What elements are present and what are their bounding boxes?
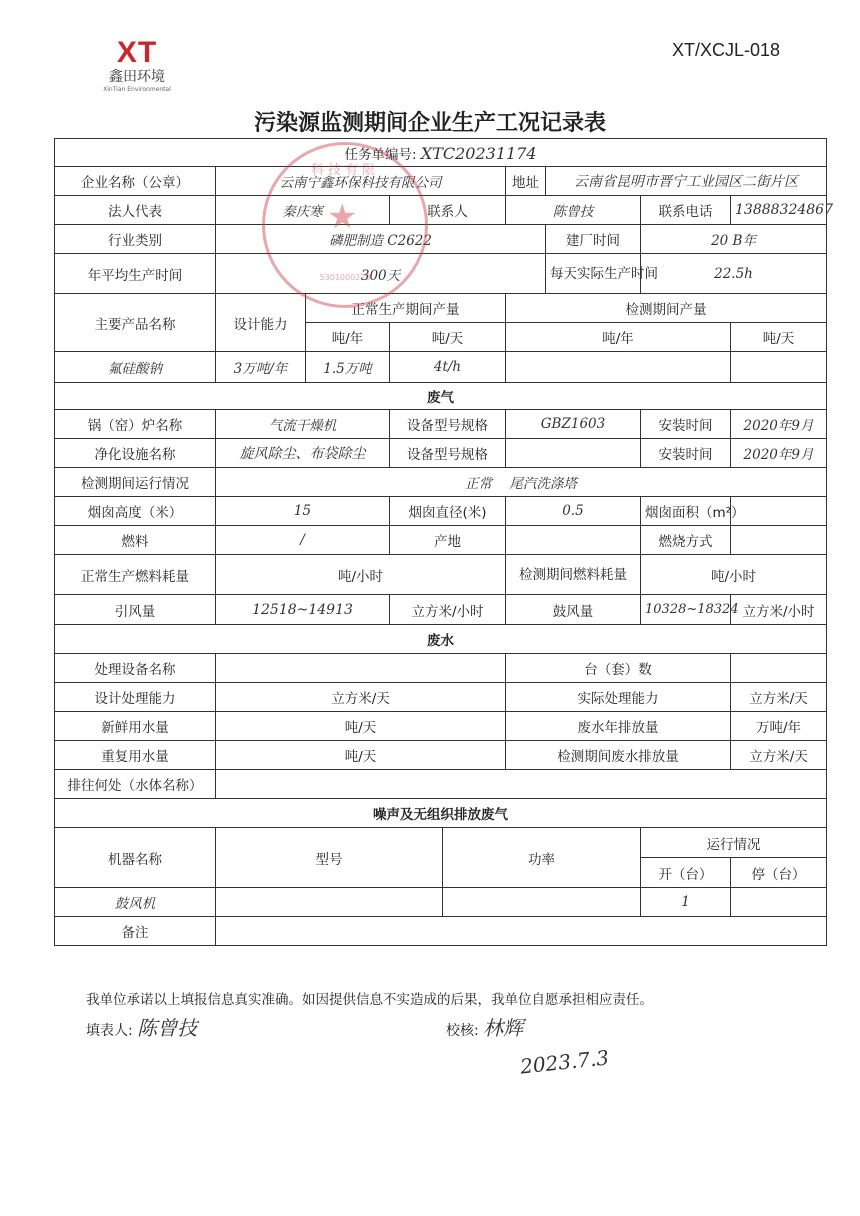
normal-t-year-label: 吨/年 [306,323,390,352]
row-machine-header-1 [55,828,827,858]
seal-text: 科技有限 [310,163,379,178]
purify-install-label: 安装时间 [641,439,731,468]
filler-label: 填表人: [86,1023,133,1039]
off-units-value [731,888,827,917]
normal-year-value: 1.5万吨 [306,352,390,383]
monitor-t-day-label: 吨/天 [731,323,827,352]
noise-section: 噪声及无组织排放废气 [55,799,827,828]
purify-model-label: 设备型号规格 [390,439,506,468]
row-legal [55,196,827,225]
row-machine-values [55,888,827,917]
chimney-height-value: 15 [216,497,390,526]
row-reuse-water [55,741,827,770]
off-units-label: 停（台） [731,858,827,888]
row-chimney [55,497,827,526]
burn-mode-value [731,526,827,555]
industry-label: 行业类别 [55,225,216,254]
induced-air-label: 引风量 [55,595,216,625]
address-value: 云南省昆明市晋宁工业园区二街片区 [546,167,827,196]
run-status-label: 运行情况 [641,828,827,858]
industry-value: 磷肥制造 C2622 [216,225,546,254]
build-time-value: 20 B年 [641,225,827,254]
blast-air-label: 鼓风量 [506,595,641,625]
treat-equip-label: 处理设备名称 [55,654,216,683]
task-no-value: XTC20231174 [420,143,537,163]
waste-gas-section: 废气 [55,383,827,410]
logo-company-cn: 鑫田环境 [109,69,165,85]
legal-rep-value: 秦庆寒 [216,196,390,225]
design-capacity-value: 3万吨/年 [216,352,306,383]
annual-discharge-label: 废水年排放量 [506,712,731,741]
burn-mode-label: 燃烧方式 [641,526,731,555]
row-fresh-water [55,712,827,741]
row-discharge-to [55,770,827,799]
origin-value [506,526,641,555]
row-fuel [55,526,827,555]
row-waste-water-section [55,625,827,654]
annual-days-label: 年平均生产时间 [55,254,216,294]
waste-water-section: 废水 [55,625,827,654]
row-production-time [55,254,827,294]
sets-value [731,654,827,683]
fuel-label: 燃料 [55,526,216,555]
purify-install-value: 2020年9月 [731,439,827,468]
fresh-water-unit: 吨/天 [216,712,506,741]
boiler-install-label: 安装时间 [641,410,731,439]
pledge-statement: 我单位承诺以上填报信息真实准确。如因提供信息不实造成的后果，我单位自愿承担相应责任。 [86,992,653,1008]
monitor-day-value [731,352,827,383]
machine-power-value [443,888,641,917]
filler-signature: 陈曾技 [137,1016,198,1040]
design-treat-unit: 立方米/天 [216,683,506,712]
seal-number: 5301000223 [319,273,371,282]
boiler-install-value: 2020年9月 [731,410,827,439]
checker-signature: 林辉 [483,1016,524,1040]
treat-equip-value [216,654,506,683]
boiler-model-value: GBZ1603 [506,410,641,439]
row-noise-section [55,799,827,828]
induced-air-unit: 立方米/小时 [390,595,506,625]
actual-treat-label: 实际处理能力 [506,683,731,712]
row-fuel-consumption [55,555,827,595]
machine-name-value: 鼓风机 [55,888,216,917]
form-title: 污染源监测期间企业生产工况记录表 [253,111,606,136]
origin-label: 产地 [390,526,506,555]
contact-label: 联系人 [390,196,506,225]
fuel-value: / [216,526,390,555]
design-capacity-label: 设计能力 [216,294,306,352]
sign-date: 2023.7.3 [518,1045,611,1079]
power-label: 功率 [443,828,641,888]
seal-star-icon: ★ [327,197,358,237]
monitor-discharge-unit: 立方米/天 [731,741,827,770]
build-time-label: 建厂时间 [546,225,641,254]
row-remarks [55,917,827,946]
discharge-to-value [216,770,827,799]
purify-name-label: 净化设施名称 [55,439,216,468]
monitor-fuel-unit: 吨/小时 [641,555,827,595]
annual-discharge-unit: 万吨/年 [731,712,827,741]
boiler-name-value: 气流干燥机 [216,410,390,439]
monitor-year-value [506,352,731,383]
monitor-output-label: 检测期间产量 [506,294,827,323]
purify-name-value: 旋风除尘、布袋除尘 [216,439,390,468]
monitor-t-year-label: 吨/年 [506,323,731,352]
row-waste-gas-section [55,383,827,410]
remarks-label: 备注 [55,917,216,946]
phone-label: 联系电话 [641,196,731,225]
row-purify [55,439,827,468]
contact-value: 陈曾技 [506,196,641,225]
operation-label: 检测期间运行情况 [55,468,216,497]
legal-rep-label: 法人代表 [55,196,216,225]
row-boiler [55,410,827,439]
blast-air-value: 10328~18324 [641,595,731,625]
normal-t-day-label: 吨/天 [390,323,506,352]
task-no-cell [55,139,827,167]
logo-mark: XT [116,36,158,69]
row-air-volume [55,595,827,625]
company-logo [92,38,182,94]
induced-air-value: 12518~14913 [216,595,390,625]
discharge-to-label: 排往何处（水体名称） [55,770,216,799]
sets-label: 台（套）数 [506,654,731,683]
monitor-fuel-label: 检测期间燃料耗量 [506,555,641,595]
fresh-water-label: 新鲜用水量 [55,712,216,741]
chimney-height-label: 烟囱高度（米） [55,497,216,526]
logo-company-en: XinTian Environmental [103,86,171,93]
design-treat-label: 设计处理能力 [55,683,216,712]
monitor-discharge-label: 检测期间废水排放量 [506,741,731,770]
row-company [55,167,827,196]
on-units-label: 开（台） [641,858,731,888]
company-name-label: 企业名称（公章） [55,167,216,196]
reuse-water-unit: 吨/天 [216,741,506,770]
machine-name-label: 机器名称 [55,828,216,888]
normal-output-label: 正常生产期间产量 [306,294,506,323]
checker-label: 校核: [446,1023,479,1039]
annual-days-value: 300天 [216,254,546,294]
boiler-name-label: 锅（窑）炉名称 [55,410,216,439]
checker-row [446,1012,523,1041]
chimney-dia-value: 0.5 [506,497,641,526]
model-label: 型号 [216,828,443,888]
normal-day-value: 4t/h [390,352,506,383]
row-treat-equip [55,654,827,683]
daily-hours-label: 每天实际生产时间 [546,254,641,294]
blast-air-unit: 立方米/小时 [731,595,827,625]
row-product-header-1 [55,294,827,323]
task-no-label: 任务单编号: [344,146,417,163]
company-name-value: 云南宁鑫环保科技有限公司 [216,167,506,196]
chimney-dia-label: 烟囱直径(米) [390,497,506,526]
boiler-model-label: 设备型号规格 [390,410,506,439]
operation-value: 正常 尾汽洗涤塔 [216,468,827,497]
main-product-label: 主要产品名称 [55,294,216,352]
normal-fuel-unit: 吨/小时 [216,555,506,595]
phone-value: 13888324867 [731,196,827,225]
machine-model-value [216,888,443,917]
row-operation [55,468,827,497]
daily-hours-value: 22.5h [641,254,827,294]
address-label: 地址 [506,167,546,196]
actual-treat-unit: 立方米/天 [731,683,827,712]
row-treat-capacity [55,683,827,712]
row-industry [55,225,827,254]
row-task-no [55,139,827,167]
on-units-value: 1 [641,888,731,917]
chimney-area-label: 烟囱面积（m²） [641,497,731,526]
record-form-table [54,138,833,946]
form-code: XT/XCJL-018 [671,40,780,60]
remarks-value [216,917,827,946]
reuse-water-label: 重复用水量 [55,741,216,770]
product-name-value: 氟硅酸钠 [55,352,216,383]
row-product-values [55,352,827,383]
filler-row [86,1012,197,1041]
purify-model-value [506,439,641,468]
normal-fuel-label: 正常生产燃料耗量 [55,555,216,595]
